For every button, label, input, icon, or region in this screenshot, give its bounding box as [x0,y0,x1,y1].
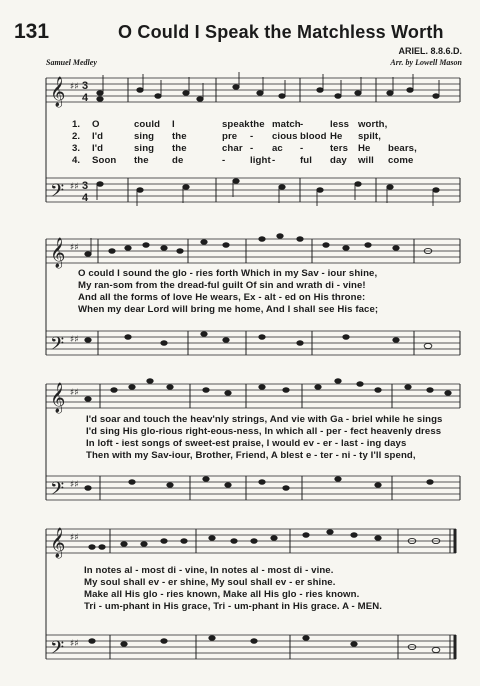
system-4-lyric-3: Make all His glo - ries known, Make all His glo - ries known. [84,589,360,600]
verse-2-syllable: blood [300,131,327,142]
verse-1-syllable: match [272,119,301,130]
verse-1-syllable: speak [222,119,250,130]
svg-text:4: 4 [82,192,89,204]
hymn-title: O Could I Speak the Matchless Worth [118,22,444,42]
system-4-lyric-1: In notes al - most di - vine, In notes al - most di - vine. [84,565,334,576]
verse-3-syllable: bears, [388,143,417,154]
verse-4-syllable: - [222,155,226,166]
system-2-lyric-2: My ran-som from the dread-ful guilt Of sin and wrath di - vine! [78,280,366,291]
hymn-header [0,0,480,70]
verse-2-syllable: spilt, [358,131,381,142]
svg-text:♯♯: ♯♯ [70,335,79,345]
verse-2-syllable: sing [134,131,155,142]
verse-3-syllable: ters [330,143,348,154]
music-system-1 [0,70,480,220]
verse-3-number: 3. [72,143,81,154]
verse-4-syllable: will [358,155,374,166]
tune-name: ARIEL. 8.8.6.D. [398,46,462,56]
verse-4-syllable: ful [300,155,313,166]
verse-1-syllable: - [300,119,304,130]
svg-text:♯♯: ♯♯ [70,639,79,649]
svg-text:𝄢: 𝄢 [50,479,65,504]
verse-2-syllable: the [172,131,187,142]
svg-text:4: 4 [82,92,89,104]
verse-4-syllable: - [272,155,276,166]
music-system-2 [0,225,480,365]
system-3-lyric-2: I'd sing His glo-rious right-eous-ness, In which all - per - fect heavenly dress [86,426,442,437]
system-2-lyric-4: When my dear Lord will bring me home, And I shall see His face; [78,304,379,315]
verse-2-syllable: cious [272,131,298,142]
music-system-3 [0,370,480,510]
verse-3-syllable: - [300,143,304,154]
svg-text:𝄢: 𝄢 [50,181,65,206]
svg-text:𝄢: 𝄢 [50,638,65,663]
verse-1-syllable: could [134,119,161,130]
system-3-lyric-4: Then with my Sav-iour, Brother, Friend, A blest e - ter - ni - ty I'll spend, [86,450,416,461]
svg-text:𝄞: 𝄞 [50,528,66,558]
verse-1-syllable: worth, [358,119,388,130]
verse-1-syllable: I [172,119,175,130]
verse-3-syllable: sing [134,143,155,154]
verse-3-syllable: He [358,143,371,154]
verse-1-syllable: O [92,119,100,130]
system-4-lyric-4: Tri - um-phant in His grace, Tri - um-phant in His grace. A - MEN. [84,601,382,612]
verse-2-syllable: - [250,131,254,142]
verse-4-syllable: come [388,155,414,166]
system-2-lyric-1: O could I sound the glo - ries forth Which in my Sav - iour shine, [78,268,378,279]
verse-1-number: 1. [72,119,81,130]
svg-text:𝄢: 𝄢 [50,334,65,359]
arranger-credit: Arr. by Lowell Mason [390,58,462,67]
system-4-lyric-2: My soul shall ev - er shine, My soul shall ev - er shine. [84,577,336,588]
svg-text:3: 3 [82,180,89,192]
verse-3-syllable: char [222,143,243,154]
svg-text:𝄞: 𝄞 [50,77,66,107]
verse-2-number: 2. [72,131,81,142]
system-3-lyric-1: I'd soar and touch the heav'nly strings, And vie with Ga - briel while he sings [86,414,443,425]
verse-4-number: 4. [72,155,81,166]
verse-4-syllable: Soon [92,155,117,166]
hymn-number: 131 [14,20,50,43]
verse-1-syllable: the [250,119,265,130]
svg-text:𝄞: 𝄞 [50,383,66,413]
verse-3-syllable: ac [272,143,283,154]
verse-4-syllable: de [172,155,184,166]
system-3-lyric-3: In loft - iest songs of sweet-est praise, I would ev - er - last - ing days [86,438,407,449]
verse-3-syllable: - [250,143,254,154]
verse-2-syllable: I'd [92,131,104,142]
verse-2-syllable: pre [222,131,238,142]
svg-text:♯♯: ♯♯ [70,243,79,253]
svg-text:♯♯: ♯♯ [70,533,79,543]
svg-text:♯♯: ♯♯ [70,388,79,398]
verse-2-syllable: He [330,131,343,142]
verse-4-syllable: light [250,155,271,166]
verse-1-syllable: less [330,119,350,130]
author-credit: Samuel Medley [46,58,97,67]
system-2-lyric-3: And all the forms of love He wears, Ex - alt - ed on His throne: [78,292,366,303]
verse-3-syllable: the [172,143,187,154]
svg-text:♯♯: ♯♯ [70,182,79,192]
svg-text:3: 3 [82,80,89,92]
svg-text:♯♯: ♯♯ [70,82,79,92]
music-system-4 [0,515,480,686]
verse-4-syllable: day [330,155,347,166]
verse-4-syllable: the [134,155,149,166]
svg-text:𝄞: 𝄞 [50,238,66,268]
svg-text:♯♯: ♯♯ [70,480,79,490]
verse-3-syllable: I'd [92,143,104,154]
